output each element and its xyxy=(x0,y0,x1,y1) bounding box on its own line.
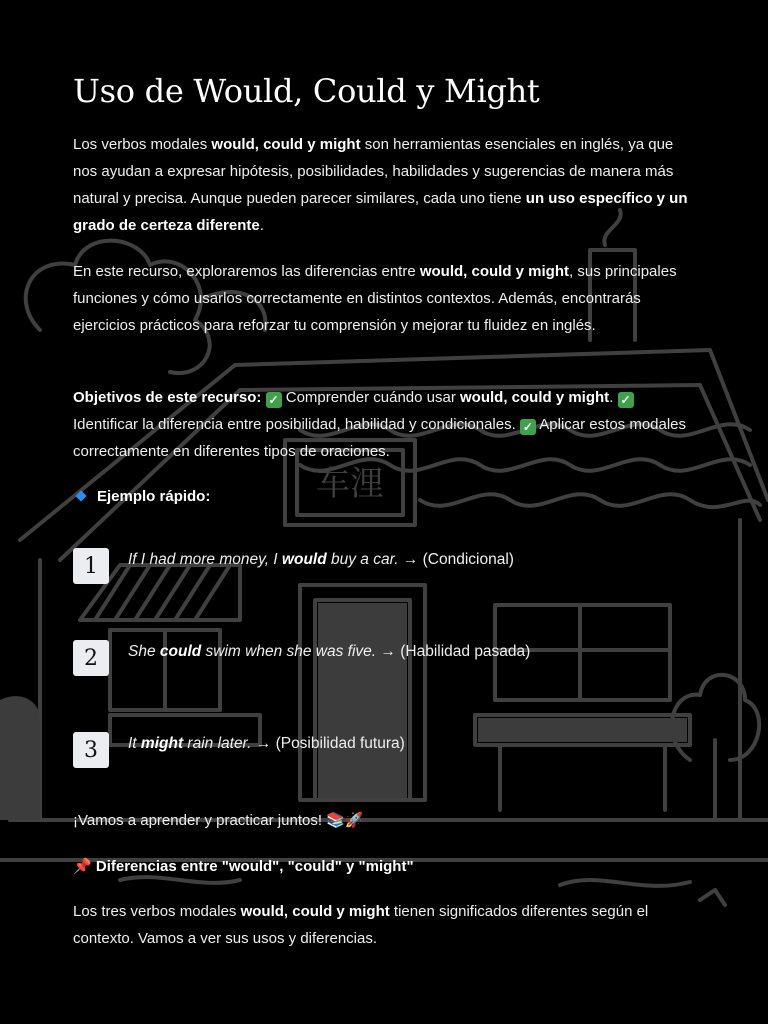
example-number-badge: 1 xyxy=(73,548,109,584)
check-icon: ✓ xyxy=(266,392,282,408)
intro-paragraph: Los verbos modales would, could y might son herramientas esenciales en inglés, ya que nos ayudan a expresar hipótesis, posibilidades, habilidades y sugerencias de manera más natural y precisa. Aunque pueden parecer similares, cada uno tiene un uso específico y un grado de certeza diferente. xyxy=(73,136,688,234)
differences-heading: 📌 Diferencias entre "would", "could" y "might" xyxy=(73,858,414,875)
quick-example-heading: Ejemplo rápido: xyxy=(73,483,698,510)
example-number-badge: 3 xyxy=(73,732,109,768)
books-rocket-icon: 📚🚀 xyxy=(326,812,364,829)
pushpin-icon: 📌 xyxy=(73,858,92,875)
example-sentence: It might rain later. → (Posibilidad futura) xyxy=(128,735,405,752)
example-sentence: She could swim when she was five. → (Habilidad pasada) xyxy=(128,643,531,660)
differences-paragraph: Los tres verbos modales would, could y might tienen significados diferentes según el contexto. Vamos a ver sus usos y diferencias. xyxy=(73,903,649,947)
blue-diamond-icon xyxy=(75,490,86,501)
objectives-paragraph: Objetivos de este recurso: ✓ Comprender cuándo usar would, could y might. ✓ Identificar la diferencia entre posibilidad, habilidad y condicionales. ✓ Aplicar estos modales correctamente en diferentes tipos de oraciones. xyxy=(73,389,687,460)
explore-paragraph: En este recurso, exploraremos las diferencias entre would, could y might, sus principales funciones y cómo usarlos correctamente en distintos contextos. Además, encontrarás ejercicios prácticos para reforzar tu comprensión y mejorar tu fluidez en inglés. xyxy=(73,263,677,334)
closing-line: ¡Vamos a aprender y practicar juntos! 📚🚀 xyxy=(73,812,364,829)
signboard-text: 车浬 xyxy=(316,464,384,504)
check-icon: ✓ xyxy=(618,392,634,408)
check-icon: ✓ xyxy=(520,419,536,435)
example-number-badge: 2 xyxy=(73,640,109,676)
example-sentence: If I had more money, I would buy a car. → (Condicional) xyxy=(128,551,514,568)
page-title: Uso de Would, Could y Might xyxy=(73,72,540,110)
